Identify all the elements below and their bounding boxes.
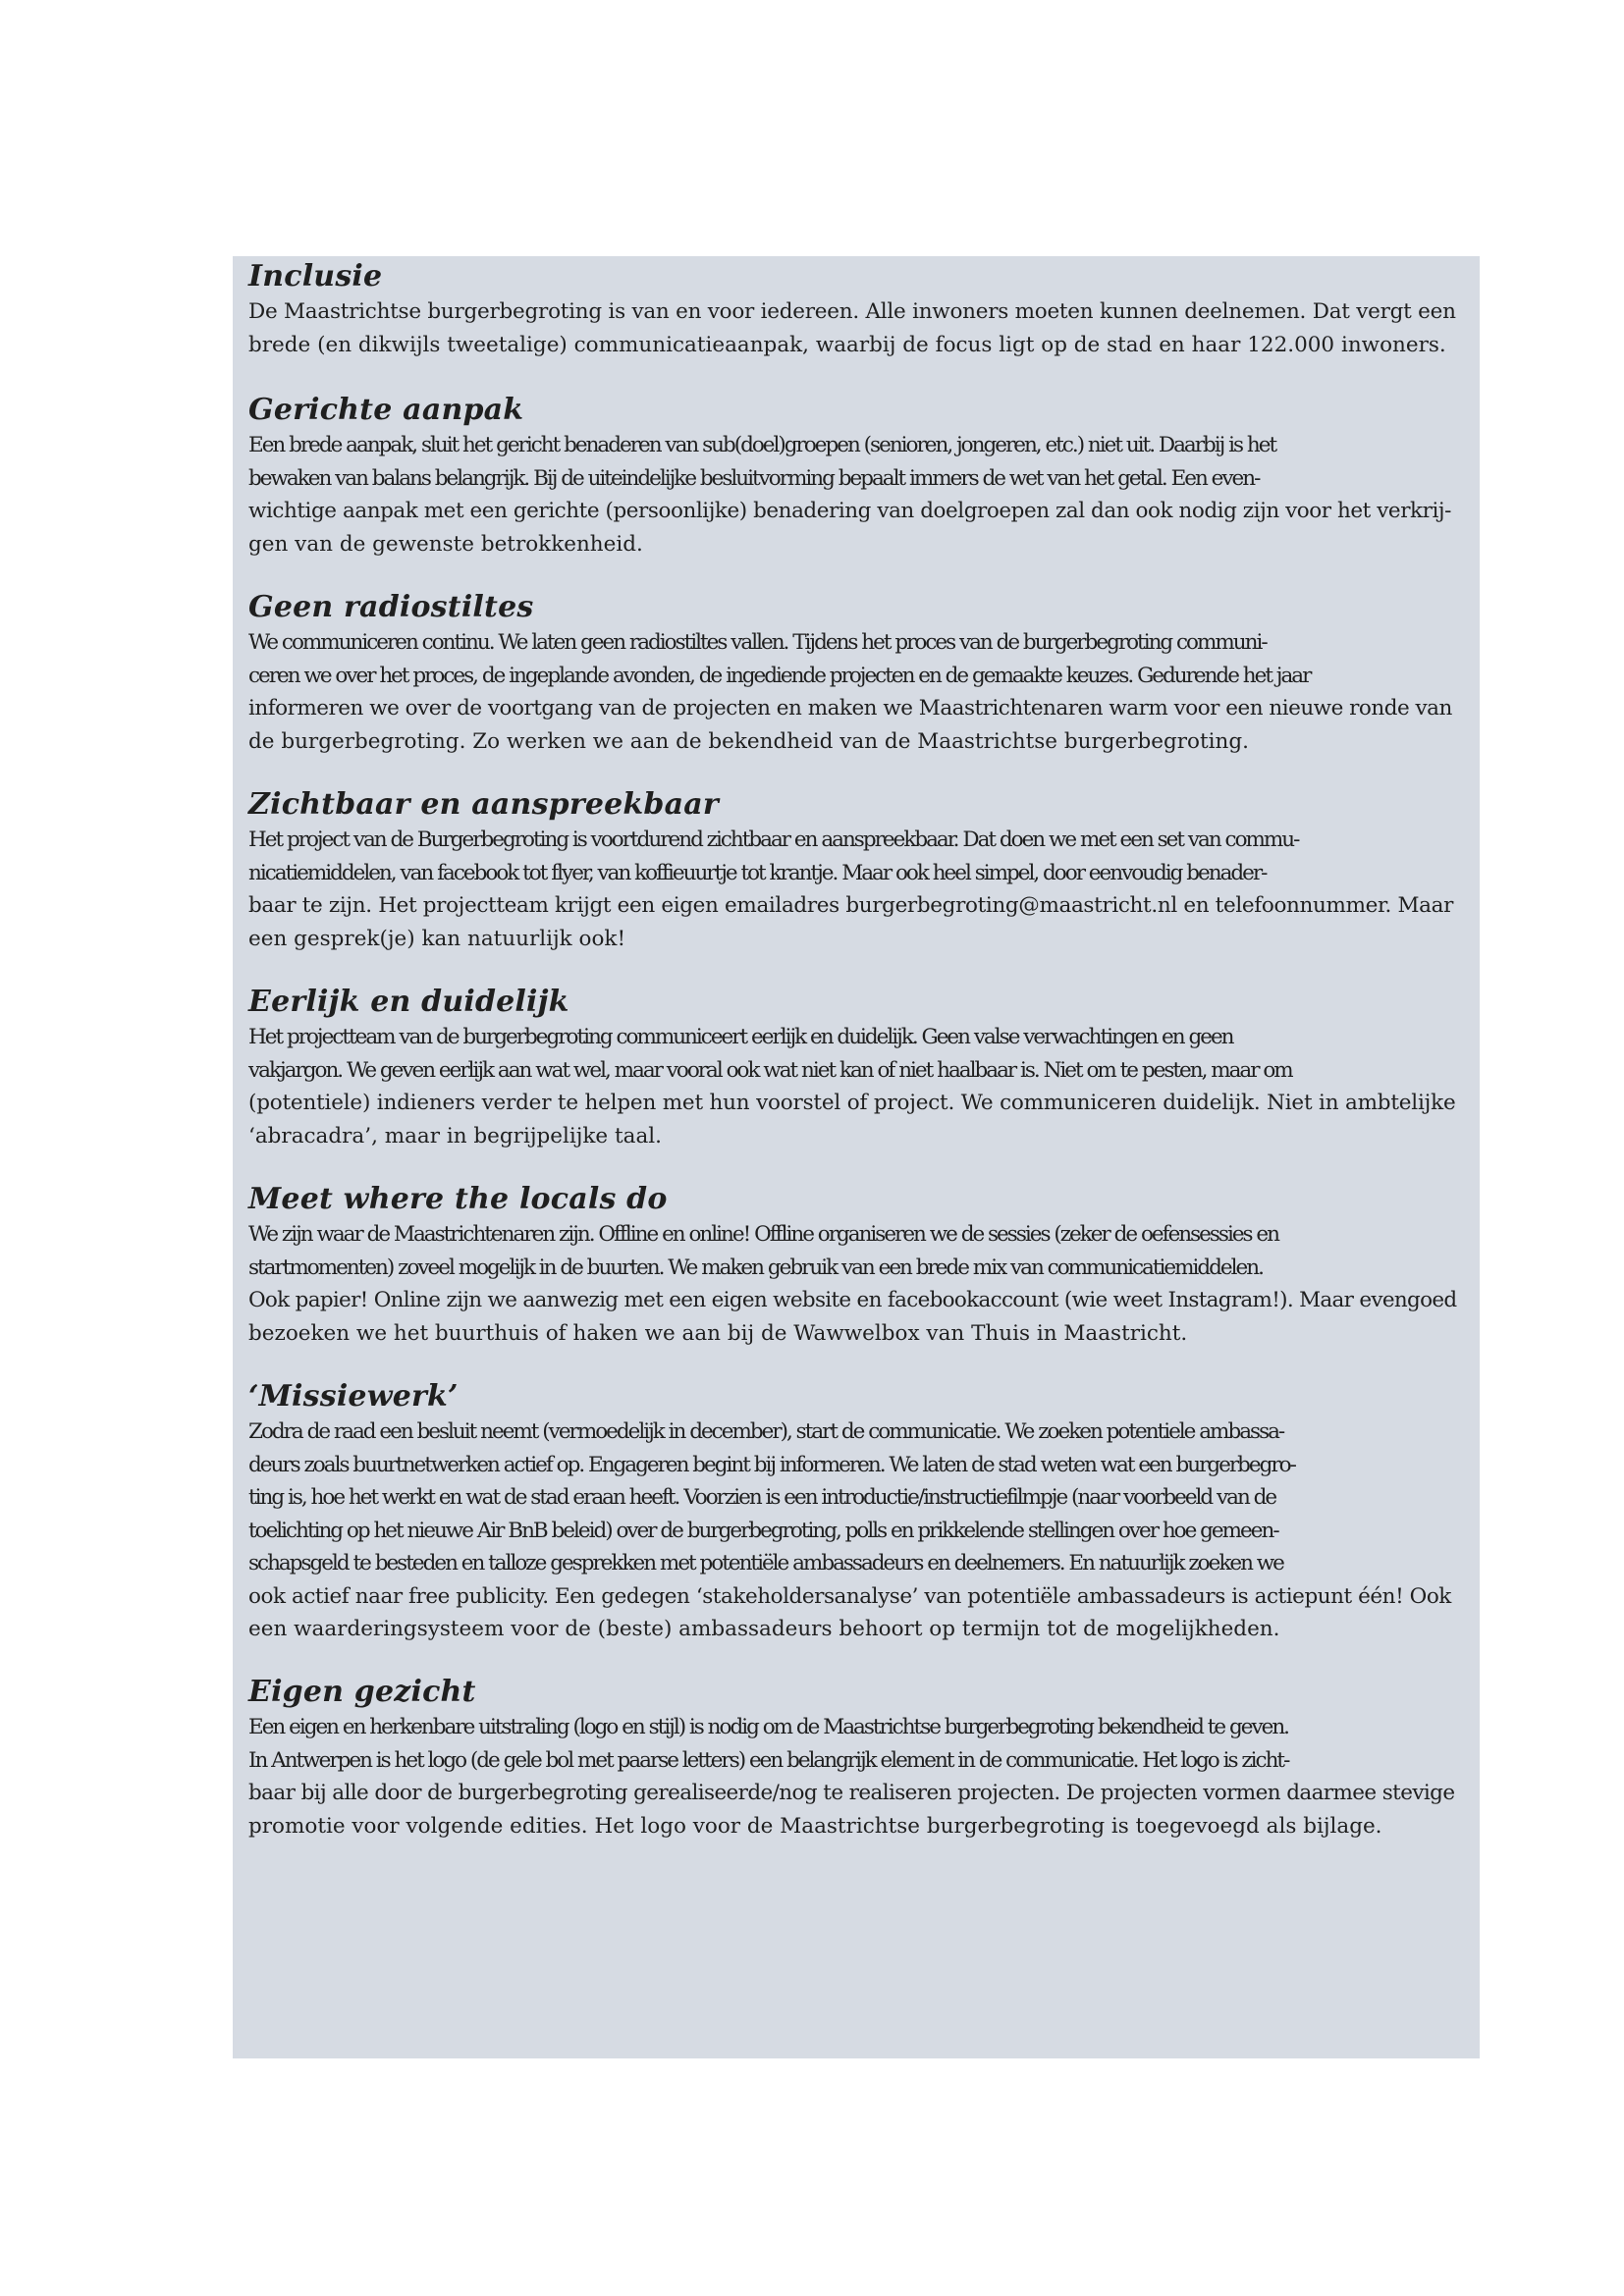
section-body bbox=[248, 824, 1453, 955]
section-heading: Geen radiostiltes bbox=[248, 590, 534, 624]
section-eigen-gezicht bbox=[248, 1674, 1454, 1842]
body-line: Het project van de Burgerbegroting is voortdurend zichtbaar en aanspreekbaar. Dat doen we met een set van commu- bbox=[248, 828, 1299, 852]
body-line: nicatiemiddelen, van facebook tot flyer, van koffieuurtje tot krantje. Maar ook heel simpel, door eenvoudig benader- bbox=[248, 860, 1267, 885]
body-line: ook actief naar free publicity. Een gedegen ‘stakeholdersanalyse’ van potentiële ambassadeurs is actiepunt één! Ook bbox=[248, 1583, 1451, 1609]
body-line: toelichting op het nieuwe Air BnB beleid) over de burgerbegroting, polls en prikkelende stellingen over hoe gemeen- bbox=[248, 1518, 1278, 1543]
section-zichtbaar bbox=[248, 786, 1453, 955]
section-body bbox=[248, 626, 1452, 758]
section-body bbox=[248, 1218, 1456, 1350]
body-line: Een brede aanpak, sluit het gericht benaderen van sub(doel)groepen (senioren, jongeren, etc.) niet uit. Daarbij is het bbox=[248, 433, 1276, 457]
body-line: We zijn waar de Maastrichtenaren zijn. Offline en online! Offline organiseren we de sessies (zeker de oefensessies en bbox=[248, 1222, 1278, 1247]
body-line: deurs zoals buurtnetwerken actief op. Engageren begint bij informeren. We laten de stad weten wat een burgerbegro- bbox=[248, 1452, 1295, 1477]
body-line: ting is, hoe het werkt en wat de stad eraan heeft. Voorzien is een introductie/instructiefilmpje (naar voorbeeld van de bbox=[248, 1485, 1276, 1510]
body-line: de burgerbegroting. Zo werken we aan de bekendheid van de Maastrichtse burgerbegroting. bbox=[248, 728, 1249, 754]
section-heading: Eigen gezicht bbox=[248, 1675, 476, 1709]
body-line: brede (en dikwijls tweetalige) communicatieaanpak, waarbij de focus ligt op de stad en haar 122.000 inwoners. bbox=[248, 332, 1446, 357]
body-line: ‘abracadra’, maar in begrijpelijke taal. bbox=[248, 1123, 662, 1148]
section-body bbox=[248, 1415, 1451, 1646]
section-body bbox=[248, 1021, 1455, 1152]
body-line: promotie voor volgende edities. Het logo voor de Maastrichtse burgerbegroting is toegevoegd als bijlage. bbox=[248, 1813, 1382, 1839]
body-line: Het projectteam van de burgerbegroting communiceert eerlijk en duidelijk. Geen valse verwachtingen en geen bbox=[248, 1025, 1233, 1049]
body-line: vakjargon. We geven eerlijk aan wat wel, maar vooral ook wat niet kan of niet haalbaar is. Niet om te pesten, maar om bbox=[248, 1057, 1292, 1083]
section-missiewerk bbox=[248, 1378, 1451, 1646]
section-heading: ‘Missiewerk’ bbox=[248, 1379, 459, 1414]
body-line: (potentiele) indieners verder te helpen met hun voorstel of project. We communiceren duidelijk. Niet in ambtelijke bbox=[248, 1091, 1456, 1115]
section-heading: Zichtbaar en aanspreekbaar bbox=[248, 787, 719, 822]
section-eerlijk bbox=[248, 984, 1455, 1152]
section-heading: Eerlijk en duidelijk bbox=[248, 985, 569, 1019]
body-line: In Antwerpen is het logo (de gele bol met paarse letters) een belangrijk element in de communicatie. Het logo is zicht- bbox=[248, 1747, 1289, 1773]
section-body bbox=[248, 429, 1451, 561]
body-line: wichtige aanpak met een gerichte (persoonlijke) benadering van doelgroepen zal dan ook nodig zijn voor het verkrij- bbox=[248, 499, 1451, 523]
body-line: Een eigen en herkenbare uitstraling (logo en stijl) is nodig om de Maastrichtse burgerbegroting bekendheid te geven. bbox=[248, 1715, 1288, 1739]
section-gerichte-aanpak bbox=[248, 392, 1451, 561]
section-geen-radiostiltes bbox=[248, 589, 1452, 758]
body-line: We communiceren continu. We laten geen radiostiltes vallen. Tijdens het proces van de burgerbegroting communi- bbox=[248, 630, 1267, 655]
body-line: gen van de gewenste betrokkenheid. bbox=[248, 531, 643, 557]
section-meet-locals bbox=[248, 1181, 1456, 1350]
body-line: een gesprek(je) kan natuurlijk ook! bbox=[248, 926, 626, 951]
body-line: een waarderingsysteem voor de (beste) ambassadeurs behoort op termijn tot de mogelijkheden. bbox=[248, 1617, 1280, 1641]
section-heading: Gerichte aanpak bbox=[248, 393, 524, 427]
body-line: De Maastrichtse burgerbegroting is van en voor iedereen. Alle inwoners moeten kunnen deelnemen. Dat vergt een bbox=[248, 299, 1456, 324]
section-body bbox=[248, 1711, 1454, 1842]
section-heading: Inclusie bbox=[248, 259, 383, 294]
body-line: bezoeken we het buurthuis of haken we aan bij de Wawwelbox van Thuis in Maastricht. bbox=[248, 1320, 1188, 1346]
body-line: Zodra de raad een besluit neemt (vermoedelijk in december), start de communicatie. We zoeken potentiele ambassa- bbox=[248, 1419, 1284, 1444]
body-line: informeren we over de voortgang van de projecten en maken we Maastrichtenaren warm voor een nieuwe ronde van bbox=[248, 696, 1452, 721]
section-heading: Meet where the locals do bbox=[248, 1182, 668, 1216]
body-line: baar te zijn. Het projectteam krijgt een eigen emailadres burgerbegroting@maastricht.nl en telefoonnummer. Maar bbox=[248, 893, 1454, 918]
content-panel bbox=[233, 256, 1480, 2058]
section-body bbox=[248, 295, 1456, 361]
body-line: baar bij alle door de burgerbegroting gerealiseerde/nog te realiseren projecten. De projecten vormen daarmee stevige bbox=[248, 1781, 1455, 1805]
body-line: startmomenten) zoveel mogelijk in de buurten. We maken gebruik van een brede mix van communicatiemiddelen. bbox=[248, 1255, 1263, 1280]
body-line: bewaken van balans belangrijk. Bij de uiteindelijke besluitvorming bepaalt immers de wet van het getal. Een even- bbox=[248, 465, 1260, 491]
body-line: ceren we over het proces, de ingeplande avonden, de ingediende projecten en de gemaakte keuzes. Gedurende het jaar bbox=[248, 663, 1311, 688]
body-line: Ook papier! Online zijn we aanwezig met een eigen website en facebookaccount (wie weet Instagram!). Maar evengoed bbox=[248, 1288, 1457, 1312]
section-inclusie bbox=[248, 258, 1456, 361]
body-line: schapsgeld te besteden en talloze gesprekken met potentiële ambassadeurs en deelnemers. En natuurlijk zoeken we bbox=[248, 1551, 1283, 1575]
